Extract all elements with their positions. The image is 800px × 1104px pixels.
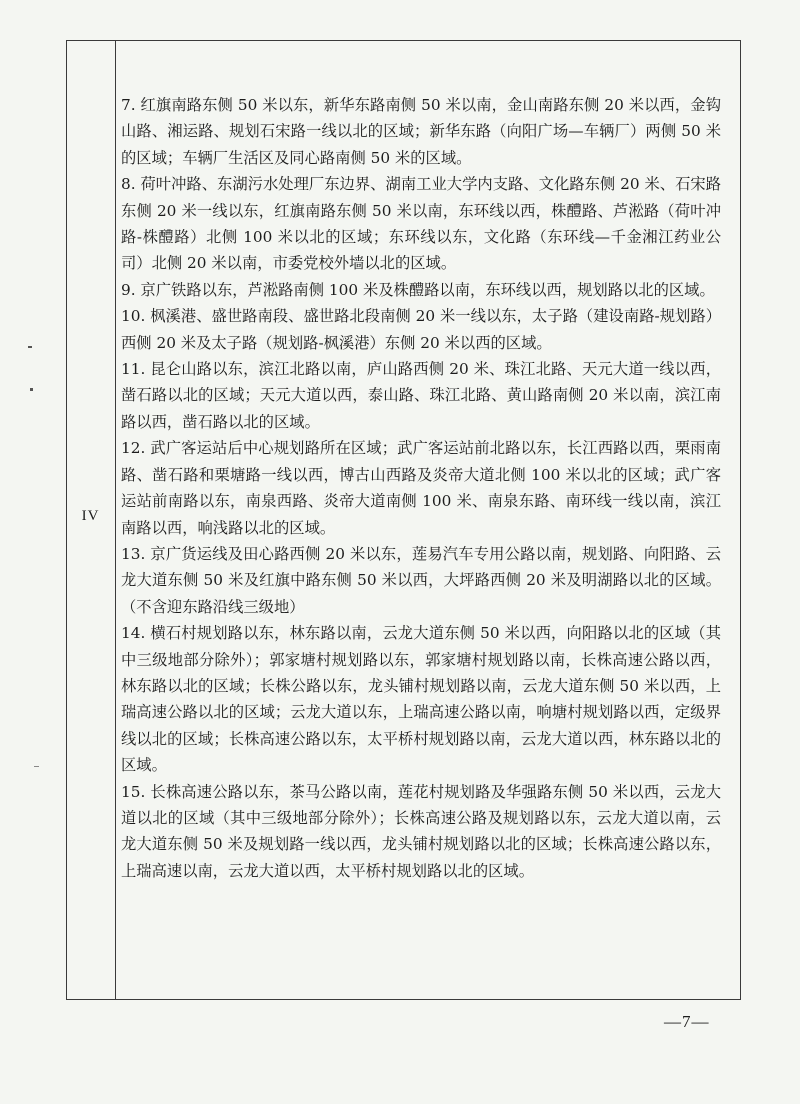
grade-label: IV bbox=[81, 508, 100, 524]
scan-speck bbox=[28, 346, 32, 348]
area-item-11: 11. 昆仑山路以东，滨江北路以南，庐山路西侧 20 米、珠江北路、天元大道一线以西，凿石路以北的区域；天元大道以西，泰山路、珠江北路、黄山路南侧 20 米以南，滨江南路以西，凿石路以北的区域。 bbox=[121, 360, 721, 431]
area-item-10: 10. 枫溪港、盛世路南段、盛世路北段南侧 20 米一线以东，太子路（建设南路-规划路）西侧 20 米及太子路（规划路-枫溪港）东侧 20 米以西的区域。 bbox=[121, 307, 721, 352]
area-item-14: 14. 横石村规划路以东，林东路以南，云龙大道东侧 50 米以西，向阳路以北的区域（其中三级地部分除外）；郭家塘村规划路以东，郭家塘村规划路以南，长株高速公路以西，林东路以北的区域；长株公路以东，龙头铺村规划路以南，云龙大道东侧 50 米以西，上瑞高速公路以北的区域；云龙大道以东，上瑞高速公路以南，响塘村规划路以西，定级界线以北的区域；长株高速公路以东，太平桥村规划路以南，云龙大道以西，林东路以北的区域。 bbox=[121, 624, 721, 775]
area-item-15: 15. 长株高速公路以东，茶马公路以南，莲花村规划路及华强路东侧 50 米以西，云龙大道以北的区域（其中三级地部分除外）；长株高速公路及规划路以东，云龙大道以南，云龙大道东侧 50 米及规划路一线以西，龙头铺村规划路以北的区域；长株高速公路以东，上瑞高速以南，云龙大道以西，太平桥村规划路以北的区域。 bbox=[121, 782, 721, 880]
scan-speck bbox=[30, 388, 33, 391]
page-number: —7— bbox=[664, 1012, 710, 1031]
area-descriptions bbox=[121, 92, 721, 884]
area-item-7: 7. 红旗南路东侧 50 米以东，新华东路南侧 50 米以南，金山南路东侧 20 米以西，金钩山路、湘运路、规划石宋路一线以北的区域；新华东路（向阳广场—车辆厂）两侧 50 米的区域；车辆厂生活区及同心路南侧 50 米的区域。 bbox=[121, 96, 721, 167]
area-item-13: 13. 京广货运线及田心路西侧 20 米以东，莲易汽车专用公路以南，规划路、向阳路、云龙大道东侧 50 米及红旗中路东侧 50 米以西，大坪路西侧 20 米及明湖路以北的区域。（不含迎东路沿线三级地） bbox=[121, 544, 721, 616]
area-item-9: 9. 京广铁路以东，芦淞路南侧 100 米及株醴路以南，东环线以西，规划路以北的区域。 bbox=[121, 280, 715, 299]
column-divider bbox=[115, 40, 116, 1000]
area-item-12: 12. 武广客运站后中心规划路所在区域；武广客运站前北路以东，长江西路以西，栗雨南路、凿石路和栗塘路一线以西，博古山西路及炎帝大道北侧 100 米以北的区域；武广客运站前南路以东，南泉西路、炎帝大道南侧 100 米、南泉东路、南环线一线以南，滨江南路以西，响浅路以北的区域。 bbox=[121, 439, 721, 537]
area-item-8: 8. 荷叶冲路、东湖污水处理厂东边界、湖南工业大学内支路、文化路东侧 20 米、石宋路东侧 20 米一线以东，红旗南路东侧 50 米以南，东环线以西，株醴路、芦淞路（荷叶冲路-株醴路）北侧 100 米以北的区域；东环线以东，文化路（东环线—千金湘江药业公司）北侧 20 米以南，市委党校外墙以北的区域。 bbox=[121, 175, 721, 273]
scan-speck bbox=[34, 766, 39, 767]
